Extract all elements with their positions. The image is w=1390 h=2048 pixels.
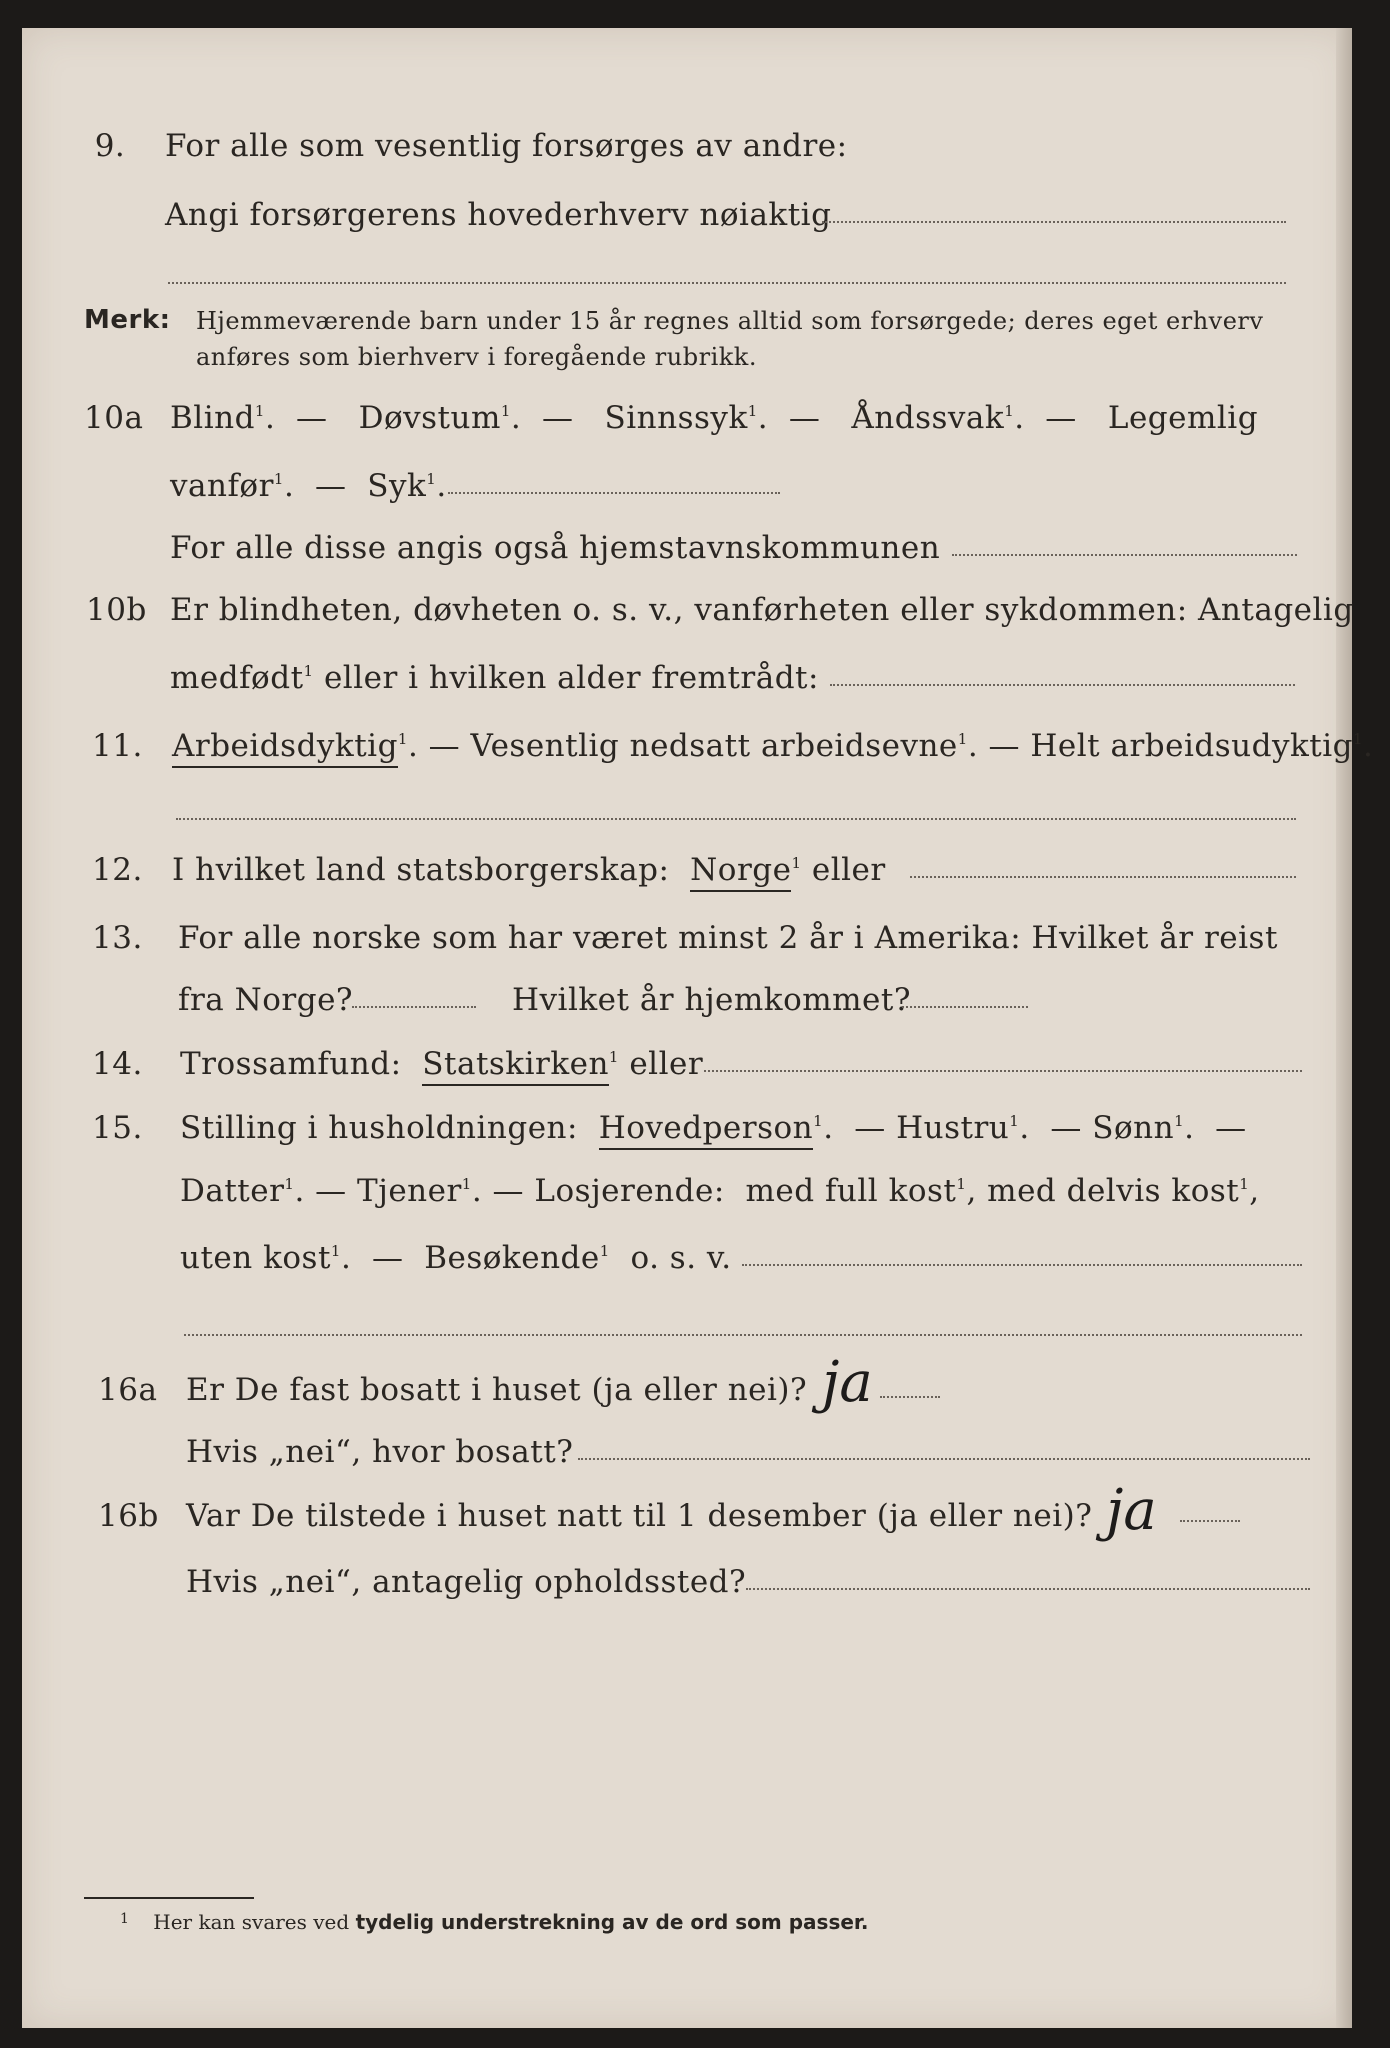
footnote-text-a: Her kan svares ved [153, 1910, 350, 1934]
q16a-line1: Er De fast bosatt i huset (ja eller nei)? [186, 1372, 808, 1408]
opt-hovedperson[interactable]: Hovedperson [599, 1110, 813, 1150]
footnote-text-b: tydelig understrekning av de ord som passer. [355, 1910, 869, 1934]
q10b-line1: Er blindheten, døvheten o. s. v., vanførheten eller sykdommen: Antagelig [170, 592, 1354, 628]
q10a-answer-line[interactable] [448, 492, 780, 494]
opt-legemlig[interactable]: Legemlig [1107, 400, 1259, 436]
opt-nedsatt[interactable]: Vesentlig nedsatt arbeidsevne [470, 728, 958, 764]
q16a-handwritten-answer: ja [822, 1350, 873, 1415]
q12-number: 12. [92, 852, 143, 888]
opt-sinnssyk[interactable]: Sinnssyk [604, 400, 748, 436]
footnote [120, 1910, 869, 1934]
q9-line2: Angi forsørgerens hovederhverv nøiaktig [165, 197, 832, 233]
footnote-ref: 1 [791, 854, 802, 872]
q9-line1: For alle som vesentlig forsørges av andre: [165, 128, 848, 164]
paper-edge [1336, 28, 1352, 2028]
footnote-ref: 1 [330, 1242, 341, 1260]
q15-osv: o. s. v. [630, 1240, 732, 1276]
q14-number: 14. [92, 1046, 143, 1082]
q14-eller: eller [629, 1046, 704, 1082]
opt-andssvak[interactable]: Åndssvak [851, 400, 1005, 436]
footnote-ref: 1 [599, 1242, 610, 1260]
q9-number: 9. [94, 128, 126, 164]
q11-answer-line[interactable] [176, 818, 1296, 820]
opt-arbeidsdyktig[interactable]: Arbeidsdyktig [172, 728, 398, 768]
opt-besokende[interactable]: Besøkende [424, 1240, 600, 1276]
footnote-ref: 1 [1009, 1112, 1020, 1130]
footnote-mark: 1 [120, 1911, 129, 1927]
q13-number: 13. [92, 920, 143, 956]
q9-answer-line2[interactable] [168, 282, 1286, 284]
footnote-ref: 1 [957, 730, 968, 748]
footnote-ref: 1 [500, 402, 511, 420]
footnote-ref: 1 [747, 402, 758, 420]
q13-line1: For alle norske som har været minst 2 år i Amerika: Hvilket år reist [178, 920, 1278, 956]
footnote-ref: 1 [426, 470, 437, 488]
opt-dovstum[interactable]: Døvstum [358, 400, 501, 436]
q9-answer-line[interactable] [822, 221, 1286, 223]
footnote-ref: 1 [1239, 1175, 1250, 1193]
opt-uten[interactable]: uten kost [180, 1240, 331, 1276]
opt-norge[interactable]: Norge [690, 852, 791, 892]
opt-tjener[interactable]: Tjener [357, 1173, 462, 1209]
opt-delvis[interactable]: med delvis kost [987, 1173, 1240, 1209]
footnote-ref: 1 [397, 730, 408, 748]
opt-vanfor[interactable]: vanfør [170, 468, 274, 504]
q15-text: Stilling i husholdningen: [180, 1110, 578, 1146]
q16b-answer-line[interactable] [1180, 1520, 1240, 1522]
footnote-ref: 1 [956, 1175, 967, 1193]
footnote-ref: 1 [813, 1112, 824, 1130]
footnote-ref: 1 [254, 402, 265, 420]
q16a-number: 16a [98, 1372, 158, 1408]
opt-fullkost[interactable]: med full kost [745, 1173, 957, 1209]
q11-number: 11. [92, 728, 143, 764]
q13-hjemkommet-line[interactable] [902, 1006, 1028, 1008]
merk-line2: anføres som bierhverv i foregående rubrikk. [196, 343, 757, 371]
q12-answer-line[interactable] [910, 876, 1296, 878]
opt-blind[interactable]: Blind [170, 400, 255, 436]
q15-losjerende: Losjerende: [534, 1173, 725, 1209]
footnote-rule [84, 1897, 254, 1899]
q10a-hjemstavn-line[interactable] [952, 554, 1297, 556]
q13-line2a: fra Norge? [178, 982, 354, 1018]
q10a-number: 10a [84, 400, 144, 436]
q10a-line3: For alle disse angis også hjemstavnskommunen [170, 530, 941, 566]
footnote-ref: 1 [608, 1048, 619, 1066]
q10b-line2: eller i hvilken alder fremtrådt: [323, 660, 819, 696]
q15-answer-line[interactable] [742, 1264, 1302, 1266]
footnote-ref: 1 [273, 470, 284, 488]
q16a-bosatt-line[interactable] [578, 1458, 1310, 1460]
merk-label: Merk: [84, 305, 171, 335]
merk-line1: Hjemmeværende barn under 15 år regnes alltid som forsørgede; deres eget erhverv [196, 307, 1264, 335]
q16b-line1: Var De tilstede i huset natt til 1 desember (ja eller nei)? [186, 1498, 1093, 1534]
q16b-line2: Hvis „nei“, antagelig opholdssted? [186, 1564, 747, 1600]
q16b-handwritten-answer: ja [1106, 1478, 1157, 1543]
q13-line2b: Hvilket år hjemkommet? [512, 982, 911, 1018]
q12-text: I hvilket land statsborgerskap: [172, 852, 670, 888]
q10b-number: 10b [86, 592, 147, 628]
q15-answer-line2[interactable] [184, 1334, 1302, 1336]
footnote-ref: 1 [1004, 402, 1015, 420]
q16a-answer-line[interactable] [880, 1396, 940, 1398]
opt-datter[interactable]: Datter [180, 1173, 285, 1209]
opt-sonn[interactable]: Sønn [1092, 1110, 1175, 1146]
opt-udyktig[interactable]: Helt arbeidsudyktig [1030, 728, 1353, 764]
q15-number: 15. [92, 1110, 143, 1146]
footnote-ref: 1 [1352, 730, 1364, 748]
q10b-answer-line[interactable] [830, 684, 1295, 686]
opt-hustru[interactable]: Hustru [896, 1110, 1010, 1146]
q16b-opholdssted-line[interactable] [746, 1588, 1310, 1590]
q14-text: Trossamfund: [180, 1046, 402, 1082]
q16b-number: 16b [98, 1498, 159, 1534]
opt-statskirken[interactable]: Statskirken [422, 1046, 609, 1086]
q12-eller: eller [811, 852, 886, 888]
footnote-ref: 1 [284, 1175, 295, 1193]
q16a-line2: Hvis „nei“, hvor bosatt? [186, 1434, 574, 1470]
footnote-ref: 1 [461, 1175, 472, 1193]
footnote-ref: 1 [1174, 1112, 1185, 1130]
footnote-ref: 1 [303, 662, 314, 680]
opt-medfodt[interactable]: medfødt [170, 660, 304, 696]
opt-syk[interactable]: Syk [367, 468, 427, 504]
q14-answer-line[interactable] [704, 1070, 1302, 1072]
q13-reist-line[interactable] [352, 1006, 476, 1008]
